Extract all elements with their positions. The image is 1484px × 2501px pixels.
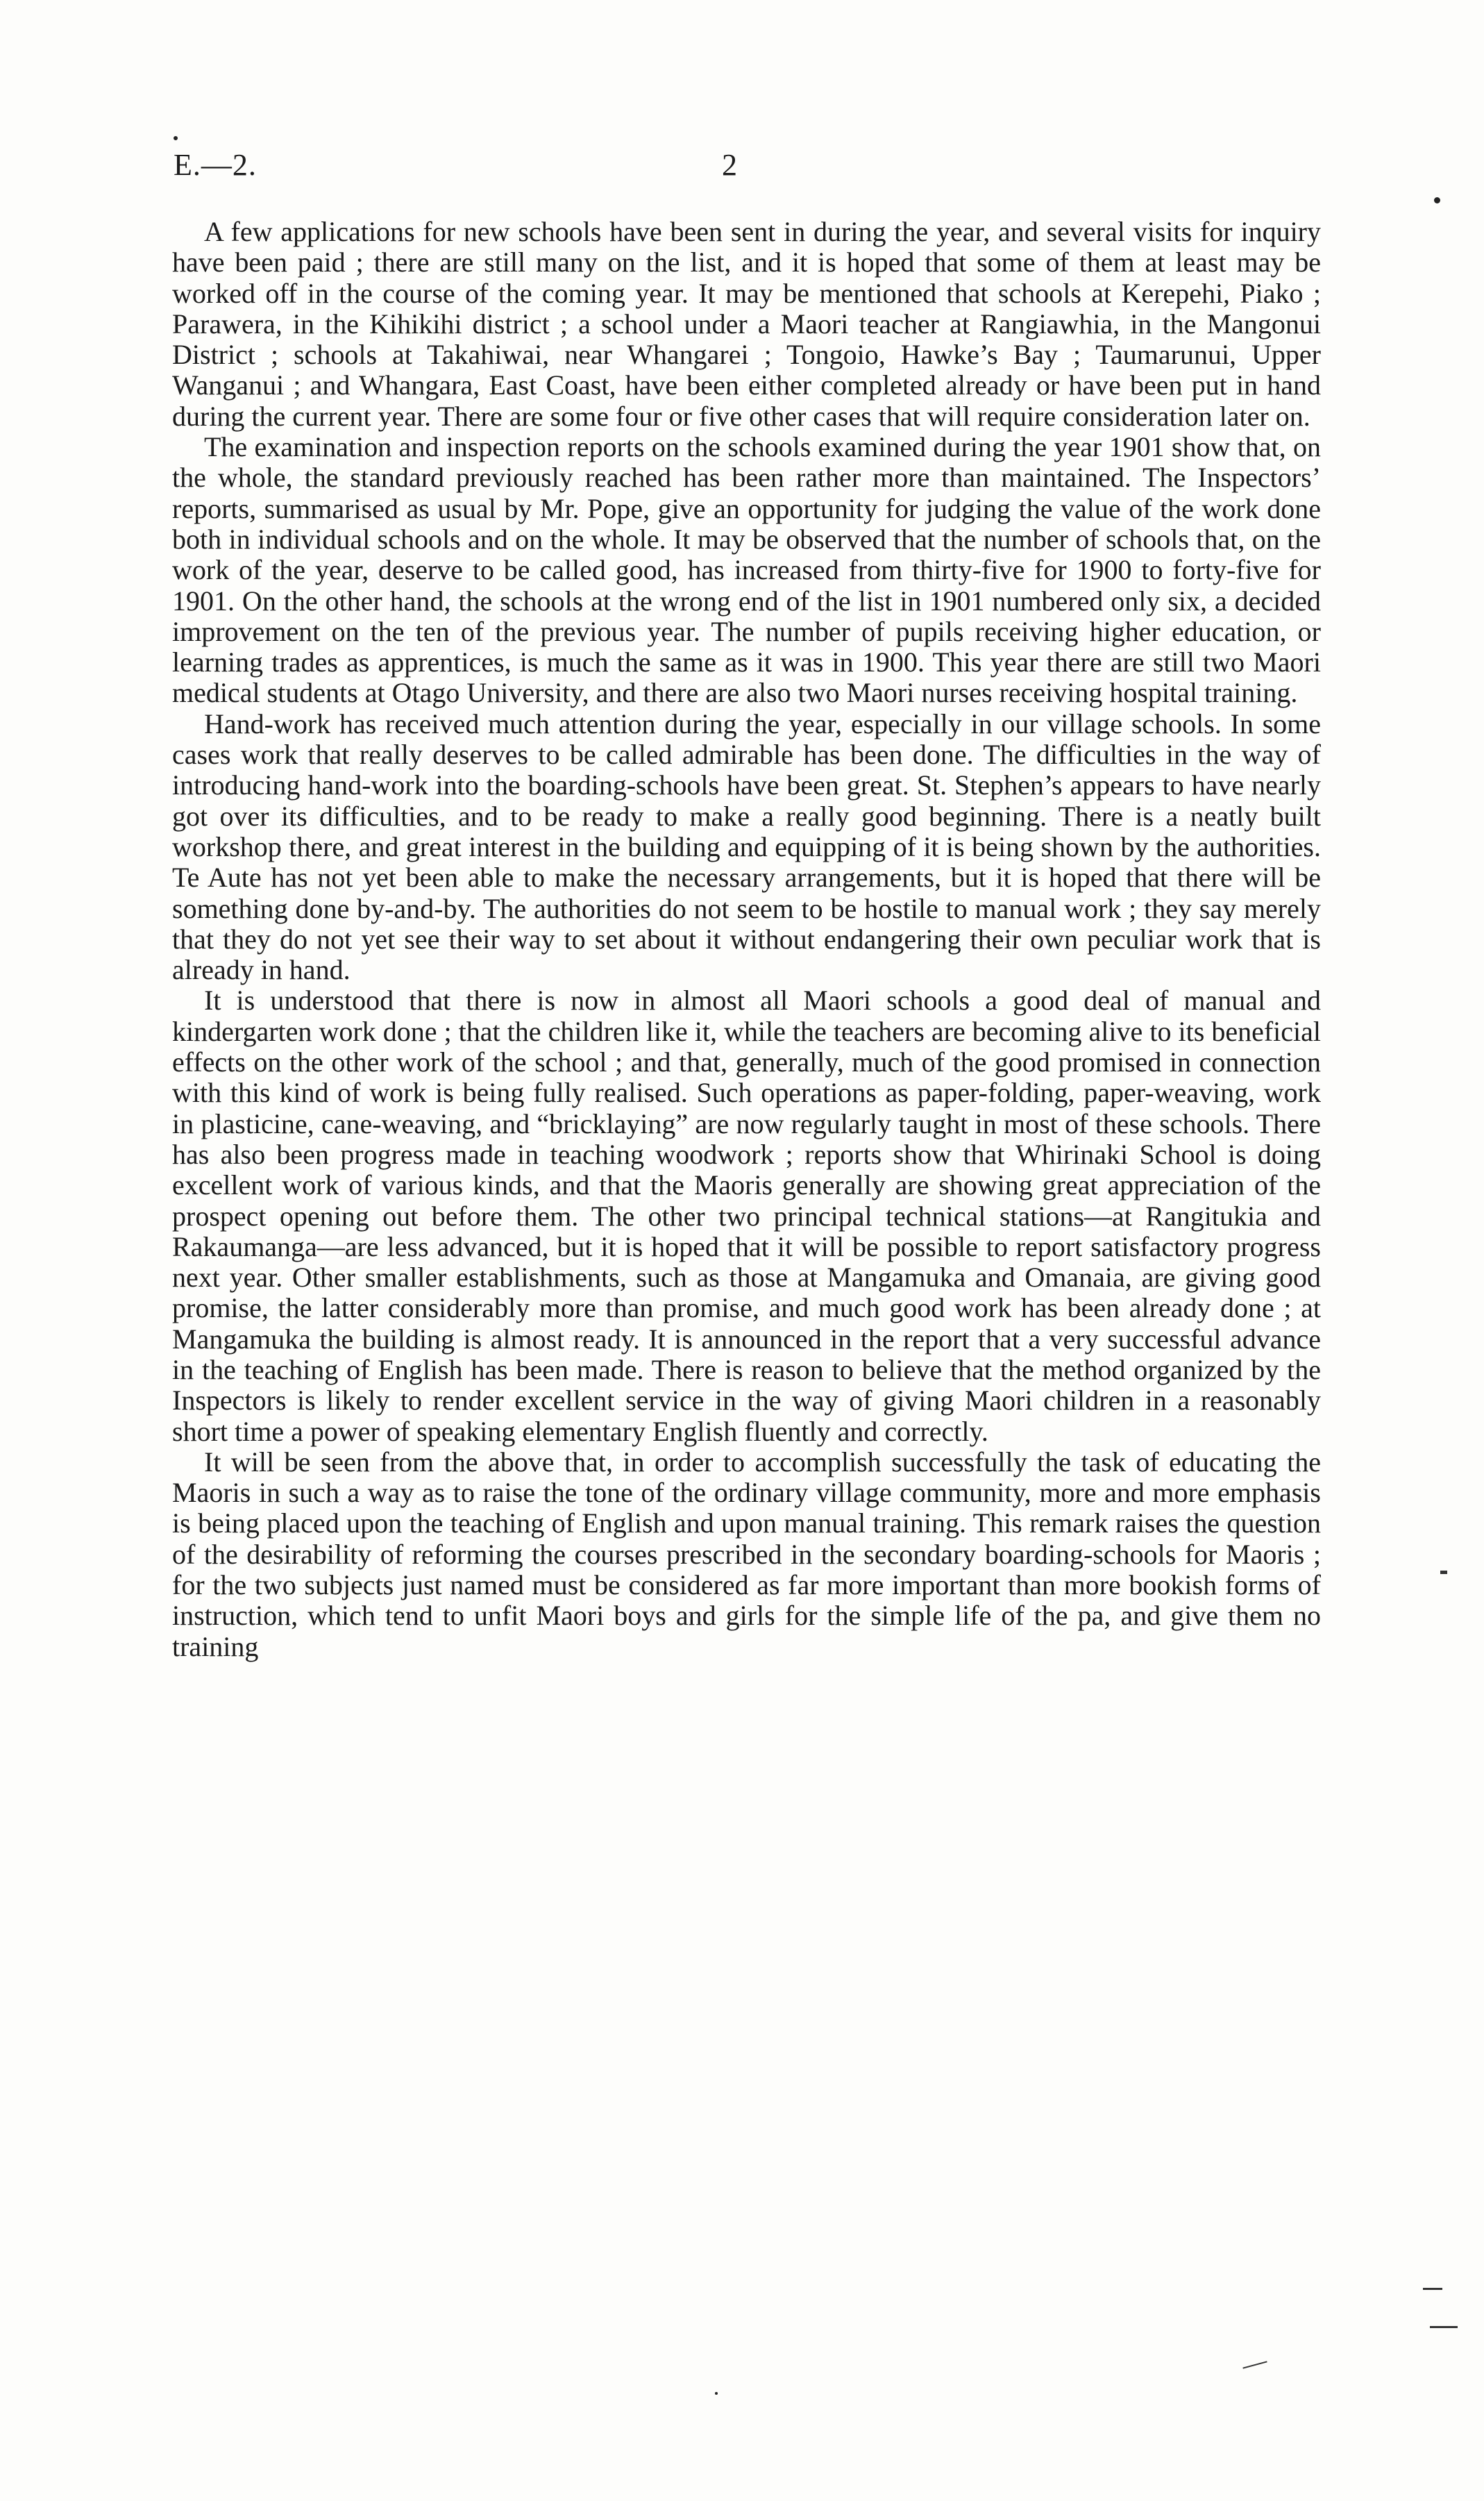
paragraph-examination-reports: The examination and inspection reports on the schools examined during the year 1901 show that, on the whole, the standard previously reached has been rather more than maintained. The Inspectors’ reports, summarised as usual by Mr. Pope, give an opportunity for judging the value of the work done both in individual schools and on the whole. It may be observed that the number of schools that, on the work of the year, deserve to be called good, has increased from thirty-five for 1900 to forty-five for 1901. On the other hand, the schools at the wrong end of the list in 1901 numbered only six, a decided improvement on the ten of the previous year. The number of pupils receiving higher education, or learning trades as apprentices, is much the same as it was in 1900. This year there are still two Maori medical students at Otago University, and there are also two Maori nurses receiving hospital training.: [172, 431, 1321, 709]
page-number: 2: [722, 148, 737, 182]
document-reference: E.—2.: [174, 148, 257, 182]
paragraph-new-schools: A few applications for new schools have been sent in during the year, and several visits for inquiry have been paid ; there are still many on the list, and it is hoped that some of them at least may be worked off in the course of the coming year. It may be mentioned that schools at Kerepehi, Piako ; Parawera, in the Kihikihi district ; a school under a Maori teacher at Rangiawhia, in the Mangonui District ; schools at Takahiwai, near Whangarei ; Tongoio, Hawke’s Bay ; Taumarunui, Upper Wanganui ; and Whangara, East Coast, have been either completed already or have been put in hand during the current year. There are some four or five other cases that will require consideration later on.: [172, 216, 1321, 432]
body-text: [172, 217, 1321, 1662]
margin-mark: [1430, 2326, 1458, 2328]
margin-mark: [1242, 2361, 1267, 2368]
ink-speck: [1434, 197, 1440, 203]
margin-mark: [1440, 1571, 1447, 1574]
margin-mark: [1423, 2288, 1442, 2290]
paragraph-educating-maoris: It will be seen from the above that, in order to accomplish successfully the task of educating the Maoris in such a way as to raise the tone of the ordinary village community, more and more emphasis is being placed upon the teaching of English and upon manual training. This remark raises the question of the desirability of reforming the courses prescribed in the secondary boarding-schools for Maoris ; for the two subjects just named must be considered as far more important than more bookish forms of instruction, which tend to unfit Maori boys and girls for the simple life of the pa, and give them no training: [172, 1446, 1321, 1662]
paragraph-hand-work: Hand-work has received much attention during the year, especially in our village schools. In some cases work that really deserves to be called admirable has been done. The difficulties in the way of introducing hand-work into the boarding-schools have been great. St. Stephen’s appears to have nearly got over its difficulties, and to be ready to make a really good beginning. There is a neatly built workshop there, and great interest in the building and equipping of it is being shown by the authorities. Te Aute has not yet been able to make the necessary arrangements, but it is hoped that there will be something done by-and-by. The authorities do not seem to be hostile to manual work ; they say merely that they do not yet see their way to set about it without endangering their own peculiar work that is already in hand.: [172, 708, 1321, 986]
ink-speck: [715, 2392, 718, 2395]
ink-speck: [174, 136, 178, 140]
paragraph-manual-kindergarten: It is understood that there is now in almost all Maori schools a good deal of manual and kindergarten work done ; that the children like it, while the teachers are becoming alive to its beneficial effects on the other work of the school ; and that, generally, much of the good promised in connection with this kind of work is being fully realised. Such operations as paper-folding, paper-weaving, work in plasticine, cane-weaving, and “bricklaying” are now regularly taught in most of these schools. There has also been progress made in teaching woodwork ; reports show that Whirinaki School is doing excellent work of various kinds, and that the Maoris generally are showing great appreciation of the prospect opening out before them. The other two principal technical stations—at Rangitukia and Rakaumanga—are less advanced, but it is hoped that it will be possible to report satisfactory progress next year. Other smaller establishments, such as those at Mangamuka and Omanaia, are giving good promise, the latter considerably more than promise, and much good work has been already done ; at Mangamuka the building is almost ready. It is announced in the report that a very successful advance in the teaching of English has been made. There is reason to believe that the method organized by the Inspectors is likely to render excellent service in the way of giving Maori children in a reasonably short time a power of speaking elementary English fluently and correctly.: [172, 985, 1321, 1447]
page-header: [174, 147, 1319, 189]
